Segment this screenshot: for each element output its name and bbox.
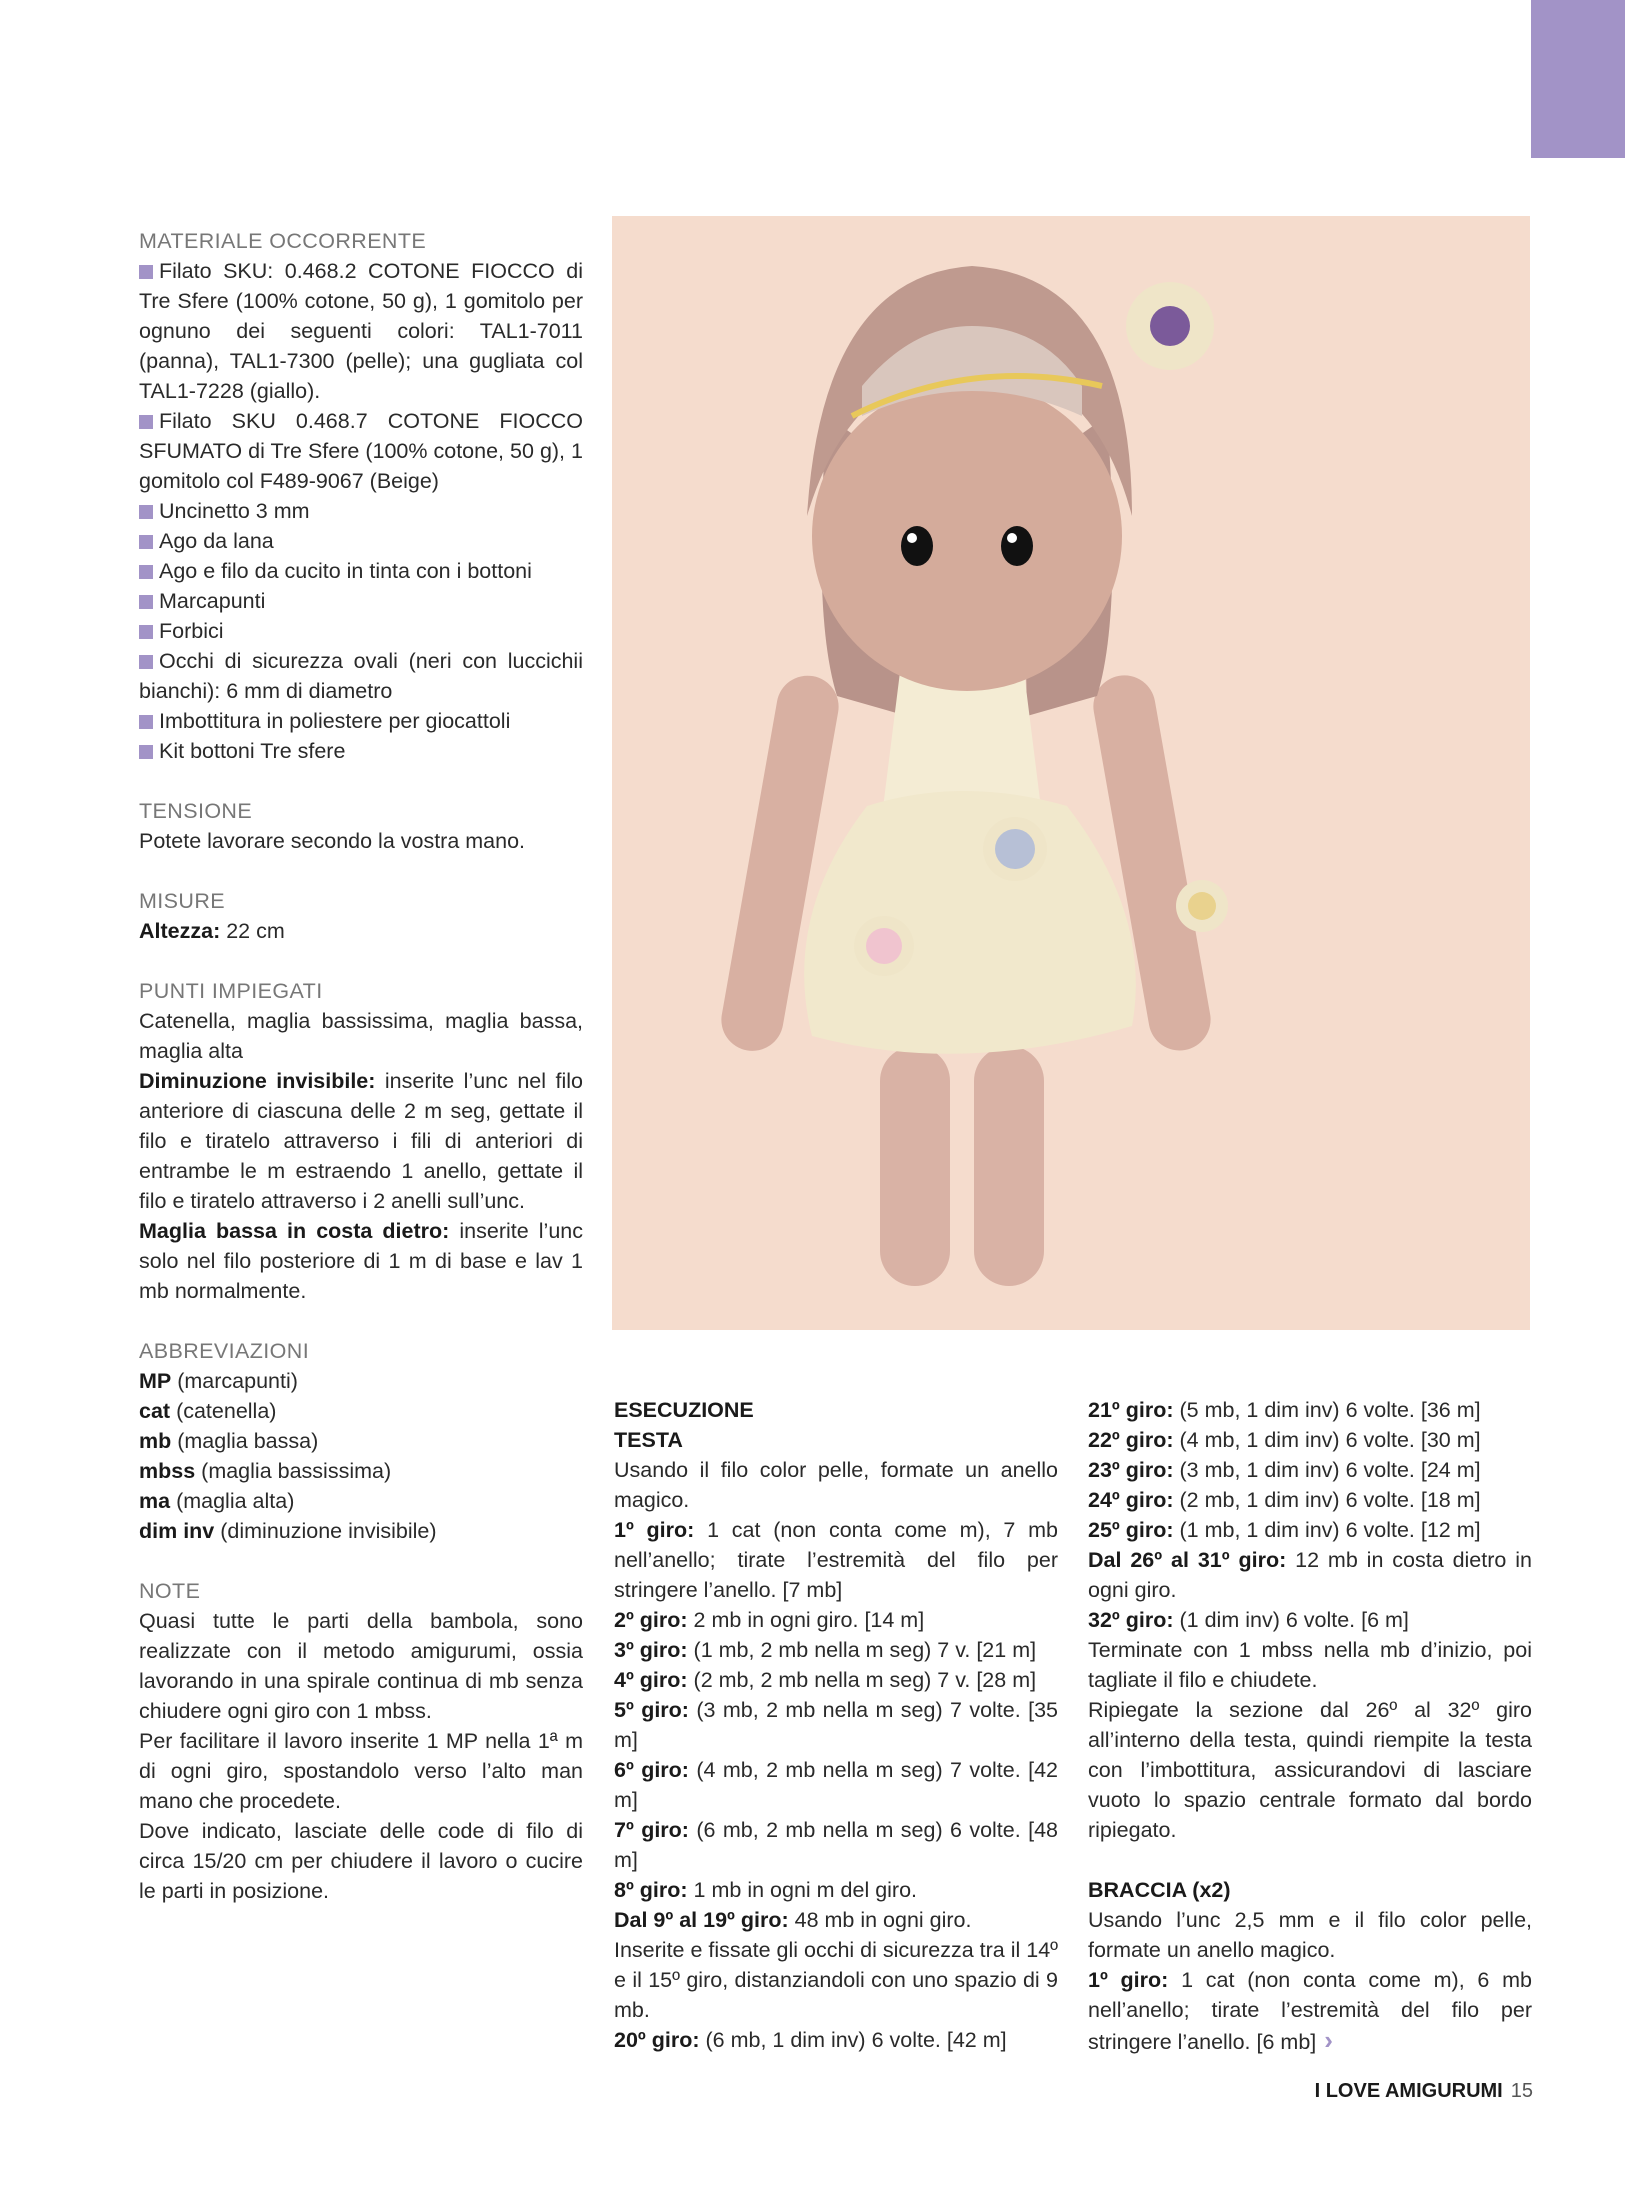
bullet-square-icon — [139, 625, 153, 639]
round-line: 3º giro: (1 mb, 2 mb nella m seg) 7 v. [21 m] — [614, 1638, 1037, 1662]
left-column — [139, 226, 583, 1906]
magazine-name: I LOVE AMIGURUMI — [1314, 2080, 1503, 2102]
material-item: Imbottitura in poliestere per giocattoli — [139, 706, 583, 736]
bullet-square-icon — [139, 715, 153, 729]
round-line: 6º giro: (4 mb, 2 mb nella m seg) 7 volte. [42 m] — [614, 1758, 1058, 1812]
note-paragraph: Per facilitare il lavoro inserite 1 MP nella 1ª m di ogni giro, spostandolo verso l’alto man mano che procedete. — [139, 1729, 583, 1813]
punti-heading: PUNTI IMPIEGATI — [139, 979, 323, 1003]
esecuzione-heading: ESECUZIONE — [614, 1398, 754, 1422]
middle-column — [614, 1395, 1058, 2055]
bullet-square-icon — [139, 505, 153, 519]
round-line: 24º giro: (2 mb, 1 dim inv) 6 volte. [18 m] — [1088, 1488, 1481, 1512]
material-item: Filato SKU 0.468.7 COTONE FIOCCO SFUMATO di Tre Sfere (100% cotone, 50 g), 1 gomitolo col F489-9067 (Beige) — [139, 409, 583, 493]
section-color-tab — [1531, 0, 1625, 158]
misure-text: Altezza: 22 cm — [139, 919, 285, 943]
material-item: Marcapunti — [139, 586, 583, 616]
bullet-square-icon — [139, 595, 153, 609]
abbreviazioni-heading: ABBREVIAZIONI — [139, 1339, 310, 1363]
doll-photo — [612, 216, 1530, 1330]
round-line: 2º giro: 2 mb in ogni giro. [14 m] — [614, 1608, 925, 1632]
bullet-square-icon — [139, 265, 153, 279]
round-line: 20º giro: (6 mb, 1 dim inv) 6 volte. [42 m] — [614, 2028, 1007, 2052]
round-line: 8º giro: 1 mb in ogni m del giro. — [614, 1878, 918, 1902]
bullet-square-icon — [139, 655, 153, 669]
eyes-instructions: Inserite e fissate gli occhi di sicurezza tra il 14º e il 15º giro, distanziandoli con uno spazio di 9 mb. — [614, 1938, 1059, 2022]
punti-intro: Catenella, maglia bassissima, maglia bassa, maglia alta — [139, 1009, 583, 1063]
bullet-square-icon — [139, 415, 153, 429]
abbreviation-item: mbss (maglia bassissima) — [139, 1459, 392, 1483]
material-item: Occhi di sicurezza ovali (neri con luccichii bianchi): 6 mm di diametro — [139, 649, 583, 703]
finish-instructions: Terminate con 1 mbss nella mb d’inizio, poi tagliate il filo e chiudete. — [1088, 1638, 1532, 1692]
round-line: 7º giro: (6 mb, 2 mb nella m seg) 6 volte. [48 m] — [614, 1818, 1058, 1872]
round-line: 1º giro: 1 cat (non conta come m), 7 mb nell’anello; tirate l’estremità del filo per stringere l’anello. [7 mb] — [614, 1518, 1058, 1602]
note-paragraph: Dove indicato, lasciate delle code di filo di circa 15/20 cm per chiudere il lavoro o cucire le parti in posizione. — [139, 1819, 583, 1903]
material-item: Forbici — [139, 616, 583, 646]
page-footer — [1315, 2080, 1533, 2103]
note-heading: NOTE — [139, 1579, 201, 1603]
abbreviation-item: mb (maglia bassa) — [139, 1429, 319, 1453]
bullet-square-icon — [139, 535, 153, 549]
round-line: 25º giro: (1 mb, 1 dim inv) 6 volte. [12 m] — [1088, 1518, 1481, 1542]
round-line: Dal 26º al 31º giro: 12 mb in costa dietro in ogni giro. — [1088, 1548, 1532, 1602]
round-line: 32º giro: (1 dim inv) 6 volte. [6 m] — [1088, 1608, 1409, 1632]
round-line: 22º giro: (4 mb, 1 dim inv) 6 volte. [30 m] — [1088, 1428, 1481, 1452]
misure-heading: MISURE — [139, 889, 226, 913]
mb-costa-definition: Maglia bassa in costa dietro: inserite l’unc solo nel filo posteriore di 1 m di base e lav 1 mb normalmente. — [139, 1219, 583, 1303]
round-line: 4º giro: (2 mb, 2 mb nella m seg) 7 v. [28 m] — [614, 1668, 1037, 1692]
note-paragraph: Quasi tutte le parti della bambola, sono realizzate con il metodo amigurumi, ossia lavorando in una spirale continua di mb senza chiudere ogni giro con 1 mbss. — [139, 1609, 583, 1723]
round-line: 1º giro: 1 cat (non conta come m), 6 mb nell’anello; tirate l’estremità del filo per stringere l’anello. [6 mb] › — [1088, 1968, 1532, 2055]
testa-intro: Usando il filo color pelle, formate un anello magico. — [614, 1458, 1058, 1512]
tensione-text: Potete lavorare secondo la vostra mano. — [139, 829, 526, 853]
braccia-intro: Usando l’unc 2,5 mm e il filo color pelle, formate un anello magico. — [1088, 1908, 1532, 1962]
bullet-square-icon — [139, 565, 153, 579]
testa-heading: TESTA — [614, 1428, 683, 1452]
round-line: 23º giro: (3 mb, 1 dim inv) 6 volte. [24 m] — [1088, 1458, 1481, 1482]
dim-inv-definition: Diminuzione invisibile: inserite l’unc nel filo anteriore di ciascuna delle 2 m seg, gettate il filo e tiratelo attraverso i fili di anteriori di entrambe le m estraendo 1 anello, gettate il filo e tiratelo attraverso i 2 anelli sull’unc. — [139, 1069, 583, 1213]
abbreviation-item: cat (catenella) — [139, 1399, 277, 1423]
material-item: Ago e filo da cucito in tinta con i bottoni — [139, 556, 583, 586]
material-item: Ago da lana — [139, 526, 583, 556]
continue-arrow-icon: › — [1324, 2025, 1333, 2055]
abbreviation-item: dim inv (diminuzione invisibile) — [139, 1519, 437, 1543]
round-line: Dal 9º al 19º giro: 48 mb in ogni giro. — [614, 1908, 972, 1932]
braccia-heading: BRACCIA (x2) — [1088, 1878, 1231, 1902]
round-line: 21º giro: (5 mb, 1 dim inv) 6 volte. [36 m] — [1088, 1398, 1481, 1422]
tensione-heading: TENSIONE — [139, 799, 253, 823]
bullet-square-icon — [139, 745, 153, 759]
page-number: 15 — [1510, 2080, 1533, 2102]
abbreviation-item: MP (marcapunti) — [139, 1369, 298, 1393]
abbreviation-item: ma (maglia alta) — [139, 1489, 295, 1513]
materiale-heading: MATERIALE OCCORRENTE — [139, 229, 427, 253]
material-item: Filato SKU: 0.468.2 COTONE FIOCCO di Tre Sfere (100% cotone, 50 g), 1 gomitolo per ognuno dei seguenti colori: TAL1-7011 (panna), TAL1-7300 (pelle); una gugliata col TAL1-7228 (giallo). — [139, 259, 583, 403]
material-item: Uncinetto 3 mm — [139, 496, 583, 526]
round-line: 5º giro: (3 mb, 2 mb nella m seg) 7 volte. [35 m] — [614, 1698, 1058, 1752]
material-item: Kit bottoni Tre sfere — [139, 736, 583, 766]
fold-instructions: Ripiegate la sezione dal 26º al 32º giro all’interno della testa, quindi riempite la testa con l’imbottitura, assicurandovi di lasciare vuoto lo spazio centrale formato dal bordo ripiegato. — [1088, 1698, 1532, 1842]
right-column — [1088, 1395, 1532, 2057]
